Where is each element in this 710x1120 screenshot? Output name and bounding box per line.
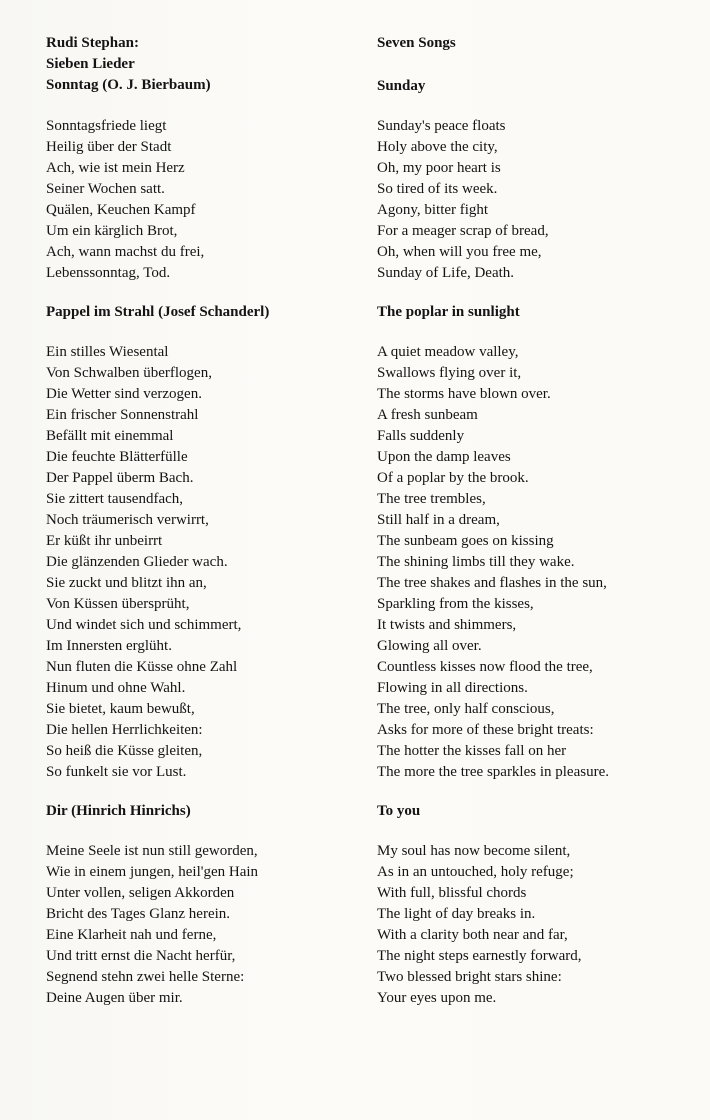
german-song-pappel (46, 302, 346, 783)
verse-line: Of a poplar by the brook. (377, 470, 529, 486)
cycle-title-heading: Seven Songs (377, 35, 456, 51)
german-song-dir (46, 801, 346, 1009)
verse-line: Und tritt ernst die Nacht herfür, (46, 948, 236, 964)
verse-line: The sunbeam goes on kissing (377, 533, 554, 549)
verse-line: The shining limbs till they wake. (377, 554, 575, 570)
verse-line: Ein stilles Wiesental (46, 344, 169, 360)
verse-line: So funkelt sie vor Lust. (46, 764, 187, 780)
english-column (377, 33, 687, 1009)
verse-line: Ein frischer Sonnenstrahl (46, 407, 199, 423)
verse-line: Wie in einem jungen, heil'gen Hain (46, 864, 259, 880)
verse-line: Sie zittert tausendfach, (46, 491, 184, 507)
verse-line: Falls suddenly (377, 428, 465, 444)
verse-line: Countless kisses now flood the tree, (377, 659, 593, 675)
verse-line: The light of day breaks in. (377, 906, 536, 922)
english-song-poplar (377, 302, 687, 783)
verse-line: Bricht des Tages Glanz herein. (46, 906, 231, 922)
verse-line: Ach, wann machst du frei, (46, 244, 205, 260)
verse-line: Upon the damp leaves (377, 449, 511, 465)
verse-line: Sunday's peace floats (377, 118, 506, 134)
verse-line: Von Küssen übersprüht, (46, 596, 190, 612)
cycle-title-heading: Sieben Lieder (46, 56, 135, 72)
german-song-sonntag (46, 116, 346, 284)
verse-line: Asks for more of these bright treats: (377, 722, 594, 738)
verse-line: So heiß die Küsse gleiten, (46, 743, 203, 759)
verse-line: Oh, my poor heart is (377, 160, 501, 176)
verse-line: Eine Klarheit nah und ferne, (46, 927, 217, 943)
verse-line: A fresh sunbeam (377, 407, 478, 423)
verse-line: Seiner Wochen satt. (46, 181, 165, 197)
verse-line: Lebenssonntag, Tod. (46, 265, 171, 281)
verse-line: The tree shakes and flashes in the sun, (377, 575, 607, 591)
verse-line: Befällt mit einemmal (46, 428, 174, 444)
verse-line: For a meager scrap of bread, (377, 223, 549, 239)
verse-line: Der Pappel überm Bach. (46, 470, 194, 486)
verse-line: Two blessed bright stars shine: (377, 969, 562, 985)
song-title-heading: The poplar in sunlight (377, 304, 520, 320)
verse-line: Still half in a dream, (377, 512, 500, 528)
german-header (46, 33, 346, 96)
verse-line: The hotter the kisses fall on her (377, 743, 567, 759)
verse-line: My soul has now become silent, (377, 843, 571, 859)
verse-line: Swallows flying over it, (377, 365, 522, 381)
verse-lines (46, 342, 346, 783)
composer-heading: Rudi Stephan: (46, 35, 139, 51)
verse-line: The storms have blown over. (377, 386, 551, 402)
verse-line: Um ein kärglich Brot, (46, 223, 178, 239)
verse-line: The more the tree sparkles in pleasure. (377, 764, 609, 780)
verse-line: Die feuchte Blätterfülle (46, 449, 188, 465)
song-title-heading: Sonntag (O. J. Bierbaum) (46, 77, 211, 93)
verse-line: Heilig über der Stadt (46, 139, 172, 155)
verse-line: Holy above the city, (377, 139, 498, 155)
verse-line: Oh, when will you free me, (377, 244, 542, 260)
verse-line: Und windet sich und schimmert, (46, 617, 242, 633)
verse-line: It twists and shimmers, (377, 617, 517, 633)
verse-line: Meine Seele ist nun still geworden, (46, 843, 258, 859)
verse-line: The tree trembles, (377, 491, 486, 507)
verse-line: Agony, bitter fight (377, 202, 489, 218)
verse-line: The tree, only half conscious, (377, 701, 555, 717)
song-title-heading: To you (377, 803, 421, 819)
song-title-heading: Dir (Hinrich Hinrichs) (46, 803, 191, 819)
verse-line: Ach, wie ist mein Herz (46, 160, 185, 176)
verse-line: Sie zuckt und blitzt ihn an, (46, 575, 207, 591)
verse-line: A quiet meadow valley, (377, 344, 519, 360)
verse-line: So tired of its week. (377, 181, 498, 197)
verse-line: Sparkling from the kisses, (377, 596, 534, 612)
verse-lines (46, 116, 346, 284)
verse-lines (46, 841, 346, 1009)
verse-line: The night steps earnestly forward, (377, 948, 582, 964)
verse-line: Deine Augen über mir. (46, 990, 183, 1006)
verse-lines (377, 342, 687, 783)
verse-line: Hinum und ohne Wahl. (46, 680, 186, 696)
verse-line: Flowing in all directions. (377, 680, 528, 696)
verse-line: Die Wetter sind verzogen. (46, 386, 202, 402)
song-title-heading: Sunday (377, 78, 426, 94)
verse-line: Quälen, Keuchen Kampf (46, 202, 196, 218)
verse-line: Unter vollen, seligen Akkorden (46, 885, 235, 901)
verse-line: Glowing all over. (377, 638, 482, 654)
verse-line: With full, blissful chords (377, 885, 527, 901)
verse-line: As in an untouched, holy refuge; (377, 864, 574, 880)
verse-line: Segnend stehn zwei helle Sterne: (46, 969, 245, 985)
english-song-sunday (377, 76, 687, 284)
verse-line: Your eyes upon me. (377, 990, 497, 1006)
verse-line: Von Schwalben überflogen, (46, 365, 212, 381)
song-title-heading: Pappel im Strahl (Josef Schanderl) (46, 304, 270, 320)
verse-lines (377, 841, 687, 1009)
verse-line: Die glänzenden Glieder wach. (46, 554, 228, 570)
german-column (46, 33, 346, 1009)
verse-lines (377, 116, 687, 284)
verse-line: Sunday of Life, Death. (377, 265, 515, 281)
english-header (377, 33, 687, 54)
verse-line: Im Innersten erglüht. (46, 638, 172, 654)
verse-line: Sonntagsfriede liegt (46, 118, 167, 134)
english-song-to-you (377, 801, 687, 1009)
verse-line: Er küßt ihr unbeirrt (46, 533, 163, 549)
verse-line: Sie bietet, kaum bewußt, (46, 701, 195, 717)
verse-line: Die hellen Herrlichkeiten: (46, 722, 203, 738)
verse-line: Noch träumerisch verwirrt, (46, 512, 209, 528)
verse-line: Nun fluten die Küsse ohne Zahl (46, 659, 238, 675)
verse-line: With a clarity both near and far, (377, 927, 568, 943)
